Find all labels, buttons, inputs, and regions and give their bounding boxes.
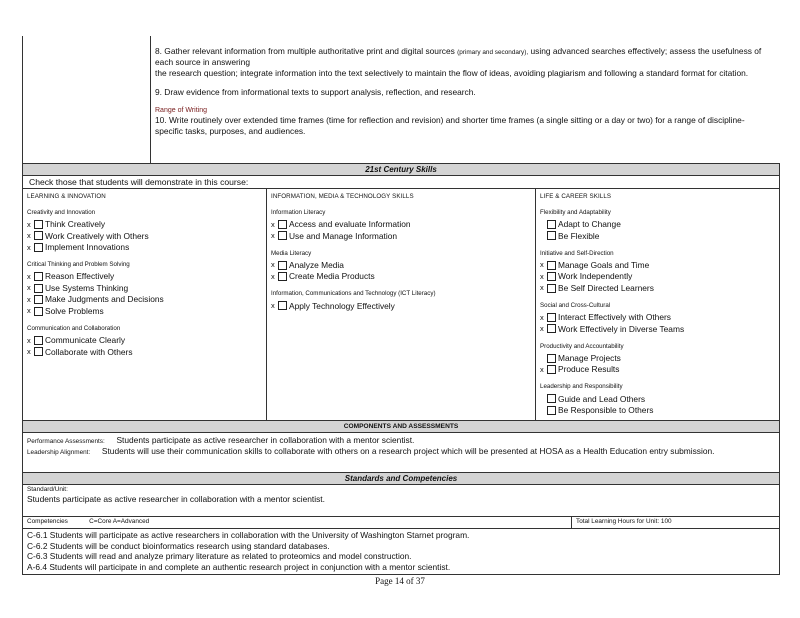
- checked-mark: x: [27, 294, 31, 304]
- checked-mark: x: [27, 242, 31, 252]
- skill-item: [271, 259, 531, 271]
- competencies-legend: C=Core A=Advanced: [89, 518, 150, 525]
- skill-group-title: Communication and Collaboration: [27, 324, 121, 332]
- checked-mark: x: [271, 219, 275, 229]
- checked-mark: x: [27, 231, 31, 241]
- skill-label: Produce Results: [558, 364, 620, 375]
- skill-label: Solve Problems: [45, 305, 104, 316]
- skill-group-title: Flexibility and Adaptability: [540, 208, 611, 216]
- skill-item: [540, 282, 775, 294]
- skill-label: Manage Projects: [558, 352, 621, 363]
- skill-item: [540, 405, 775, 417]
- standard-unit-text: Students participate as active researcher in collaboration with a mentor scientist.: [27, 494, 325, 504]
- checked-mark: x: [27, 283, 31, 293]
- checked-mark: x: [27, 219, 31, 229]
- checkbox[interactable]: [34, 284, 43, 293]
- skill-label: Interact Effectively with Others: [558, 312, 671, 322]
- competency-item: C-6.2 Students will be conduct bioinformatics research using standard databases.: [27, 540, 330, 551]
- checkbox[interactable]: [34, 220, 43, 229]
- checkbox[interactable]: [278, 301, 287, 310]
- skill-group-title: Leadership and Responsibility: [540, 383, 623, 391]
- standard-item-10: 10. Write routinely over extended time frames (time for reflection and revision) and shorter time frames (a single sitting or a day or two) for a range of discipline-specific tasks, purposes, and audiences.: [155, 115, 745, 136]
- checkbox[interactable]: [34, 231, 43, 240]
- skill-item: [27, 230, 262, 242]
- century-skills-bar: 21st Century Skills: [22, 164, 780, 176]
- skill-label: Be Responsible to Others: [558, 405, 654, 415]
- curriculum-page: [22, 36, 780, 575]
- skill-label: Apply Technology Effectively: [289, 300, 395, 311]
- skill-label: Work Independently: [558, 271, 633, 282]
- checkbox[interactable]: [34, 272, 43, 281]
- standard-item-9: 9. Draw evidence from informational texts to support analysis, reflection, and research.: [155, 87, 476, 97]
- skill-label: Work Effectively in Diverse Teams: [558, 323, 685, 334]
- leadership-alignment: [27, 446, 775, 457]
- checked-mark: x: [540, 364, 544, 374]
- leadership-text: Students will use their communication skills to collaborate with others on a research project which will be presented at HOSA as a Health Education entry submission.: [101, 446, 715, 456]
- standards-competencies-bar: Standards and Competencies: [22, 473, 780, 485]
- skill-label: Make Judgments and Decisions: [45, 294, 164, 305]
- checkbox[interactable]: [34, 347, 43, 356]
- skill-item: [27, 282, 262, 294]
- skill-item: [27, 305, 262, 317]
- skill-label: Adapt to Change: [558, 219, 621, 229]
- assessments-section: [22, 433, 780, 473]
- skill-item: [540, 259, 775, 271]
- skill-item: [27, 294, 262, 306]
- skill-group-title: Creativity and Innovation: [27, 208, 96, 216]
- skill-item: [540, 393, 775, 405]
- checked-mark: x: [27, 335, 31, 345]
- checkbox[interactable]: [278, 231, 287, 240]
- skill-item: [27, 346, 262, 358]
- skill-item: [540, 364, 775, 376]
- checked-mark: x: [271, 301, 275, 311]
- skill-item: [271, 271, 531, 283]
- skill-item: [27, 335, 262, 347]
- range-of-writing-heading: Range of Writing: [155, 106, 208, 114]
- skill-item: [540, 312, 775, 324]
- skill-label: Implement Innovations: [45, 242, 130, 252]
- competencies-label-cell: [23, 517, 571, 528]
- performance-text: Students participate as active researcher in collaboration with a mentor scientist.: [116, 435, 415, 445]
- skill-item: [540, 271, 775, 283]
- skill-label: Guide and Lead Others: [558, 393, 646, 404]
- checked-mark: x: [540, 324, 544, 334]
- checkbox[interactable]: [34, 243, 43, 252]
- skill-item: [540, 219, 775, 231]
- page-number: Page 14 of 37: [375, 576, 425, 586]
- skill-group-title: Social and Cross-Cultural: [540, 301, 611, 309]
- standard-item-8: 8. Gather relevant information from multiple authoritative print and digital sources (primary and secondary), using advanced searches effectively; assess the usefulness of each source in answering the research question; integrate information into the text selectively to maintain the flow of ideas, avoiding plagiarism and following a standard format for citation.: [155, 46, 762, 78]
- skill-label: Be Self Directed Learners: [558, 282, 654, 293]
- checkbox[interactable]: [547, 313, 556, 322]
- checkbox[interactable]: [547, 354, 556, 363]
- checked-mark: x: [540, 260, 544, 270]
- skill-item: [27, 271, 262, 283]
- checkbox[interactable]: [34, 295, 43, 304]
- checkbox[interactable]: [34, 336, 43, 345]
- skill-label: Reason Effectively: [45, 271, 115, 282]
- components-assessments-bar: COMPONENTS AND ASSESSMENTS: [22, 421, 780, 433]
- checkbox[interactable]: [34, 307, 43, 316]
- information-media-technology-column: [266, 189, 535, 420]
- checkbox[interactable]: [547, 365, 556, 374]
- competencies-label: Competencies: [27, 518, 68, 525]
- skill-item: [27, 219, 262, 231]
- checked-mark: x: [271, 260, 275, 270]
- skill-label: Think Creatively: [45, 219, 106, 229]
- skill-label: Use Systems Thinking: [45, 282, 129, 293]
- skill-item: [271, 219, 531, 231]
- checkbox[interactable]: [547, 220, 556, 229]
- standards-left-cell: [22, 36, 150, 163]
- checked-mark: x: [271, 231, 275, 241]
- skill-item: [540, 230, 775, 242]
- column-heading: LEARNING & INNOVATION: [27, 193, 106, 200]
- standards-top-block: [22, 36, 780, 164]
- skill-item: [540, 352, 775, 364]
- check-instruction: Check those that students will demonstrate in this course:: [22, 176, 780, 189]
- skill-label: Manage Goals and Time: [558, 259, 650, 270]
- skill-item: [540, 323, 775, 335]
- checkbox[interactable]: [278, 272, 287, 281]
- checked-mark: x: [27, 347, 31, 357]
- checkbox[interactable]: [547, 406, 556, 415]
- competency-item: C-6.1 Students will participate as active researchers in collaboration with the University of Washington Starnet program.: [27, 530, 470, 540]
- skill-label: Be Flexible: [558, 230, 600, 241]
- column-heading: INFORMATION, MEDIA & TECHNOLOGY SKILLS: [271, 193, 414, 200]
- competency-item: C-6.3 Students will read and analyze primary literature as related to proteomics and model construction.: [27, 551, 412, 561]
- skill-group-title: Information, Communications and Technology (ICT Literacy): [271, 290, 436, 298]
- skill-group-title: Information Literacy: [271, 208, 326, 216]
- skill-label: Communicate Clearly: [45, 335, 126, 345]
- checkbox[interactable]: [547, 272, 556, 281]
- competencies-list: [22, 529, 780, 575]
- checked-mark: x: [27, 306, 31, 316]
- skill-label: Collaborate with Others: [45, 346, 133, 357]
- leadership-label: Leadership Alignment:: [27, 449, 91, 456]
- checked-mark: x: [271, 271, 275, 281]
- skill-group-title: Critical Thinking and Problem Solving: [27, 261, 130, 268]
- performance-assessment: [27, 435, 775, 446]
- checkbox[interactable]: [278, 220, 287, 229]
- skill-item: [27, 242, 262, 254]
- skill-group-title: Productivity and Accountability: [540, 342, 624, 350]
- checked-mark: x: [27, 271, 31, 281]
- life-career-column: [535, 189, 779, 420]
- skill-item: [271, 230, 531, 242]
- checkbox[interactable]: [547, 394, 556, 403]
- skill-label: Work Creatively with Others: [45, 230, 149, 241]
- checkbox[interactable]: [547, 231, 556, 240]
- column-heading: LIFE & CAREER SKILLS: [540, 193, 612, 200]
- skill-label: Analyze Media: [289, 259, 344, 270]
- skill-label: Use and Manage Information: [289, 230, 398, 241]
- checked-mark: x: [540, 271, 544, 281]
- checkbox[interactable]: [278, 261, 287, 270]
- checkbox[interactable]: [547, 261, 556, 270]
- checkbox[interactable]: [547, 284, 556, 293]
- competencies-header: [22, 517, 780, 529]
- standards-right-cell: [150, 36, 780, 163]
- checkbox[interactable]: [547, 324, 556, 333]
- skill-group-title: Media Literacy: [271, 249, 312, 257]
- total-learning-hours: Total Learning Hours for Unit: 100: [571, 517, 779, 528]
- standard-unit-label: Standard/Unit:: [27, 486, 68, 493]
- learning-innovation-column: [23, 189, 266, 420]
- skills-table: [22, 189, 780, 421]
- performance-label: Performance Assessments:: [27, 438, 105, 445]
- checked-mark: x: [540, 312, 544, 322]
- skill-item: [271, 300, 531, 312]
- checked-mark: x: [540, 283, 544, 293]
- skill-label: Access and evaluate Information: [289, 219, 411, 229]
- skill-label: Create Media Products: [289, 271, 375, 282]
- standard-unit-section: [22, 485, 780, 517]
- competency-item: A-6.4 Students will participate in and complete an authentic research project in conjunction with a mentor scientist.: [27, 561, 451, 572]
- skill-group-title: Initiative and Self-Direction: [540, 249, 614, 257]
